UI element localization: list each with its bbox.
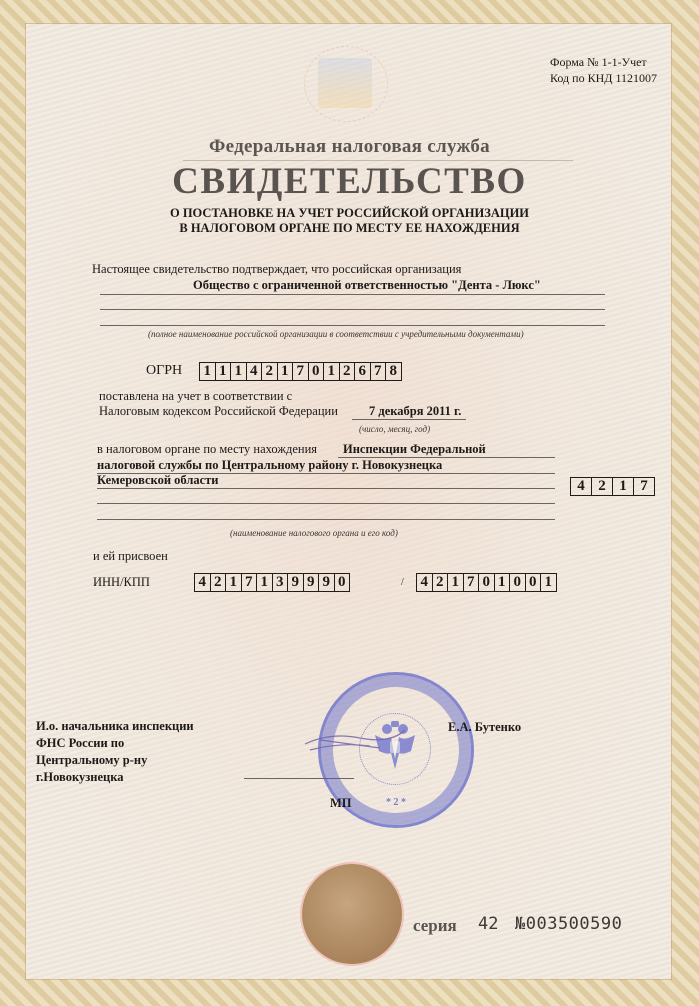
kpp-digit: 1 [448, 574, 464, 591]
stamp-place-label: МП [330, 796, 352, 810]
inn-digit: 9 [304, 574, 320, 591]
handwritten-signature [300, 712, 410, 762]
form-number: Форма № 1-1-Учет [550, 55, 647, 69]
position-line-3: Центральному р-ну [36, 753, 148, 767]
inn-kpp-label: ИНН/КПП [93, 575, 150, 589]
position-line-1: И.о. начальника инспекции [36, 719, 194, 733]
fill-line [97, 503, 555, 504]
inn-digit: 1 [226, 574, 242, 591]
organization-intro: Настоящее свидетельство подтверждает, что российская организация [92, 262, 462, 276]
inn-digit: 9 [288, 574, 304, 591]
ogrn-digit: 1 [216, 363, 232, 380]
inn-digit: 7 [242, 574, 258, 591]
signer-name: Е.А. Бутенко [448, 720, 522, 734]
agency-name: Федеральная налоговая служба [209, 136, 490, 157]
coat-of-arms-icon [318, 58, 372, 108]
tax-authority-caption: (наименование налогового органа и его код) [230, 528, 398, 538]
date-caption: (число, месяц, год) [359, 424, 431, 434]
kpp-digit: 0 [510, 574, 526, 591]
fill-line [100, 294, 605, 295]
subtitle-line-2: В НАЛОГОВОМ ОРГАНЕ ПО МЕСТУ ЕЕ НАХОЖДЕНИЯ [179, 221, 520, 235]
position-line-2: ФНС России по [36, 736, 125, 750]
document-subtitle [0, 206, 699, 236]
subtitle-line-1: О ПОСТАНОВКЕ НА УЧЕТ РОССИЙСКОЙ ОРГАНИЗАЦИИ [169, 206, 530, 220]
inn-digit: 2 [211, 574, 227, 591]
assigned-intro: и ей присвоен [93, 549, 168, 563]
tax-authority-line-3: Кемеровской области [97, 473, 219, 487]
kpp-digit: 0 [479, 574, 495, 591]
inn-digit: 0 [338, 574, 346, 590]
ogrn-digit: 1 [278, 363, 294, 380]
ogrn-label: ОГРН [146, 363, 183, 378]
inn-kpp-separator: / [401, 577, 404, 588]
ogrn-digit: 7 [293, 363, 309, 380]
signatory-position [36, 718, 194, 786]
kpp-boxes [416, 573, 557, 592]
code-digit: 4 [571, 478, 592, 495]
inn-digit: 4 [195, 574, 211, 591]
gold-seal-icon [302, 864, 402, 964]
ogrn-digit: 2 [340, 363, 356, 380]
ogrn-digit: 1 [324, 363, 340, 380]
fill-line [97, 488, 555, 489]
kpp-digit: 1 [544, 574, 552, 590]
kpp-digit: 4 [417, 574, 433, 591]
ogrn-boxes [199, 362, 402, 381]
ogrn-digit: 1 [200, 363, 216, 380]
organization-caption: (полное наименование российской организации в соответствии с учредительными документами) [148, 329, 524, 339]
form-code-block [550, 54, 657, 86]
code-digit: 2 [592, 478, 613, 495]
ogrn-digit: 7 [371, 363, 387, 380]
tax-authority-code-boxes [570, 477, 655, 496]
code-digit: 1 [613, 478, 634, 495]
series-value: 42 [478, 914, 499, 934]
kpp-digit: 2 [433, 574, 449, 591]
fill-line [100, 309, 605, 310]
certificate-number: №003500590 [515, 914, 623, 934]
inn-digit: 9 [319, 574, 335, 591]
fill-line [100, 325, 605, 326]
fill-line [352, 419, 466, 420]
organization-name: Общество с ограниченной ответственностью "Дента - Люкс" [193, 278, 541, 292]
inn-digit: 3 [273, 574, 289, 591]
ogrn-digit: 0 [309, 363, 325, 380]
ogrn-digit: 8 [389, 363, 397, 379]
ogrn-digit: 2 [262, 363, 278, 380]
fill-line [97, 519, 555, 520]
ogrn-digit: 4 [247, 363, 263, 380]
kpp-digit: 1 [495, 574, 511, 591]
tax-authority-line-1: Инспекции Федеральной [343, 442, 486, 456]
registration-line-2: Налоговым кодексом Российской Федерации [99, 404, 338, 418]
kpp-digit: 0 [526, 574, 542, 591]
inn-digit: 1 [257, 574, 273, 591]
registration-date: 7 декабря 2011 г. [369, 404, 462, 418]
series-label: серия [413, 916, 457, 935]
ogrn-digit: 1 [231, 363, 247, 380]
tax-authority-intro: в налоговом органе по месту нахождения [97, 442, 318, 456]
stamp-number: * 2 * [386, 797, 406, 808]
document-title: СВИДЕТЕЛЬСТВО [172, 161, 527, 202]
code-digit: 7 [640, 478, 648, 494]
kpp-digit: 7 [464, 574, 480, 591]
knd-code: Код по КНД 1121007 [550, 71, 657, 85]
tax-authority-line-2: налоговой службы по Центральному району г. Новокузнецка [97, 458, 443, 472]
ogrn-digit: 6 [355, 363, 371, 380]
inn-boxes [194, 573, 350, 592]
registration-line-1: поставлена на учет в соответствии с [99, 389, 293, 403]
position-line-4: г.Новокузнецка [36, 770, 124, 784]
